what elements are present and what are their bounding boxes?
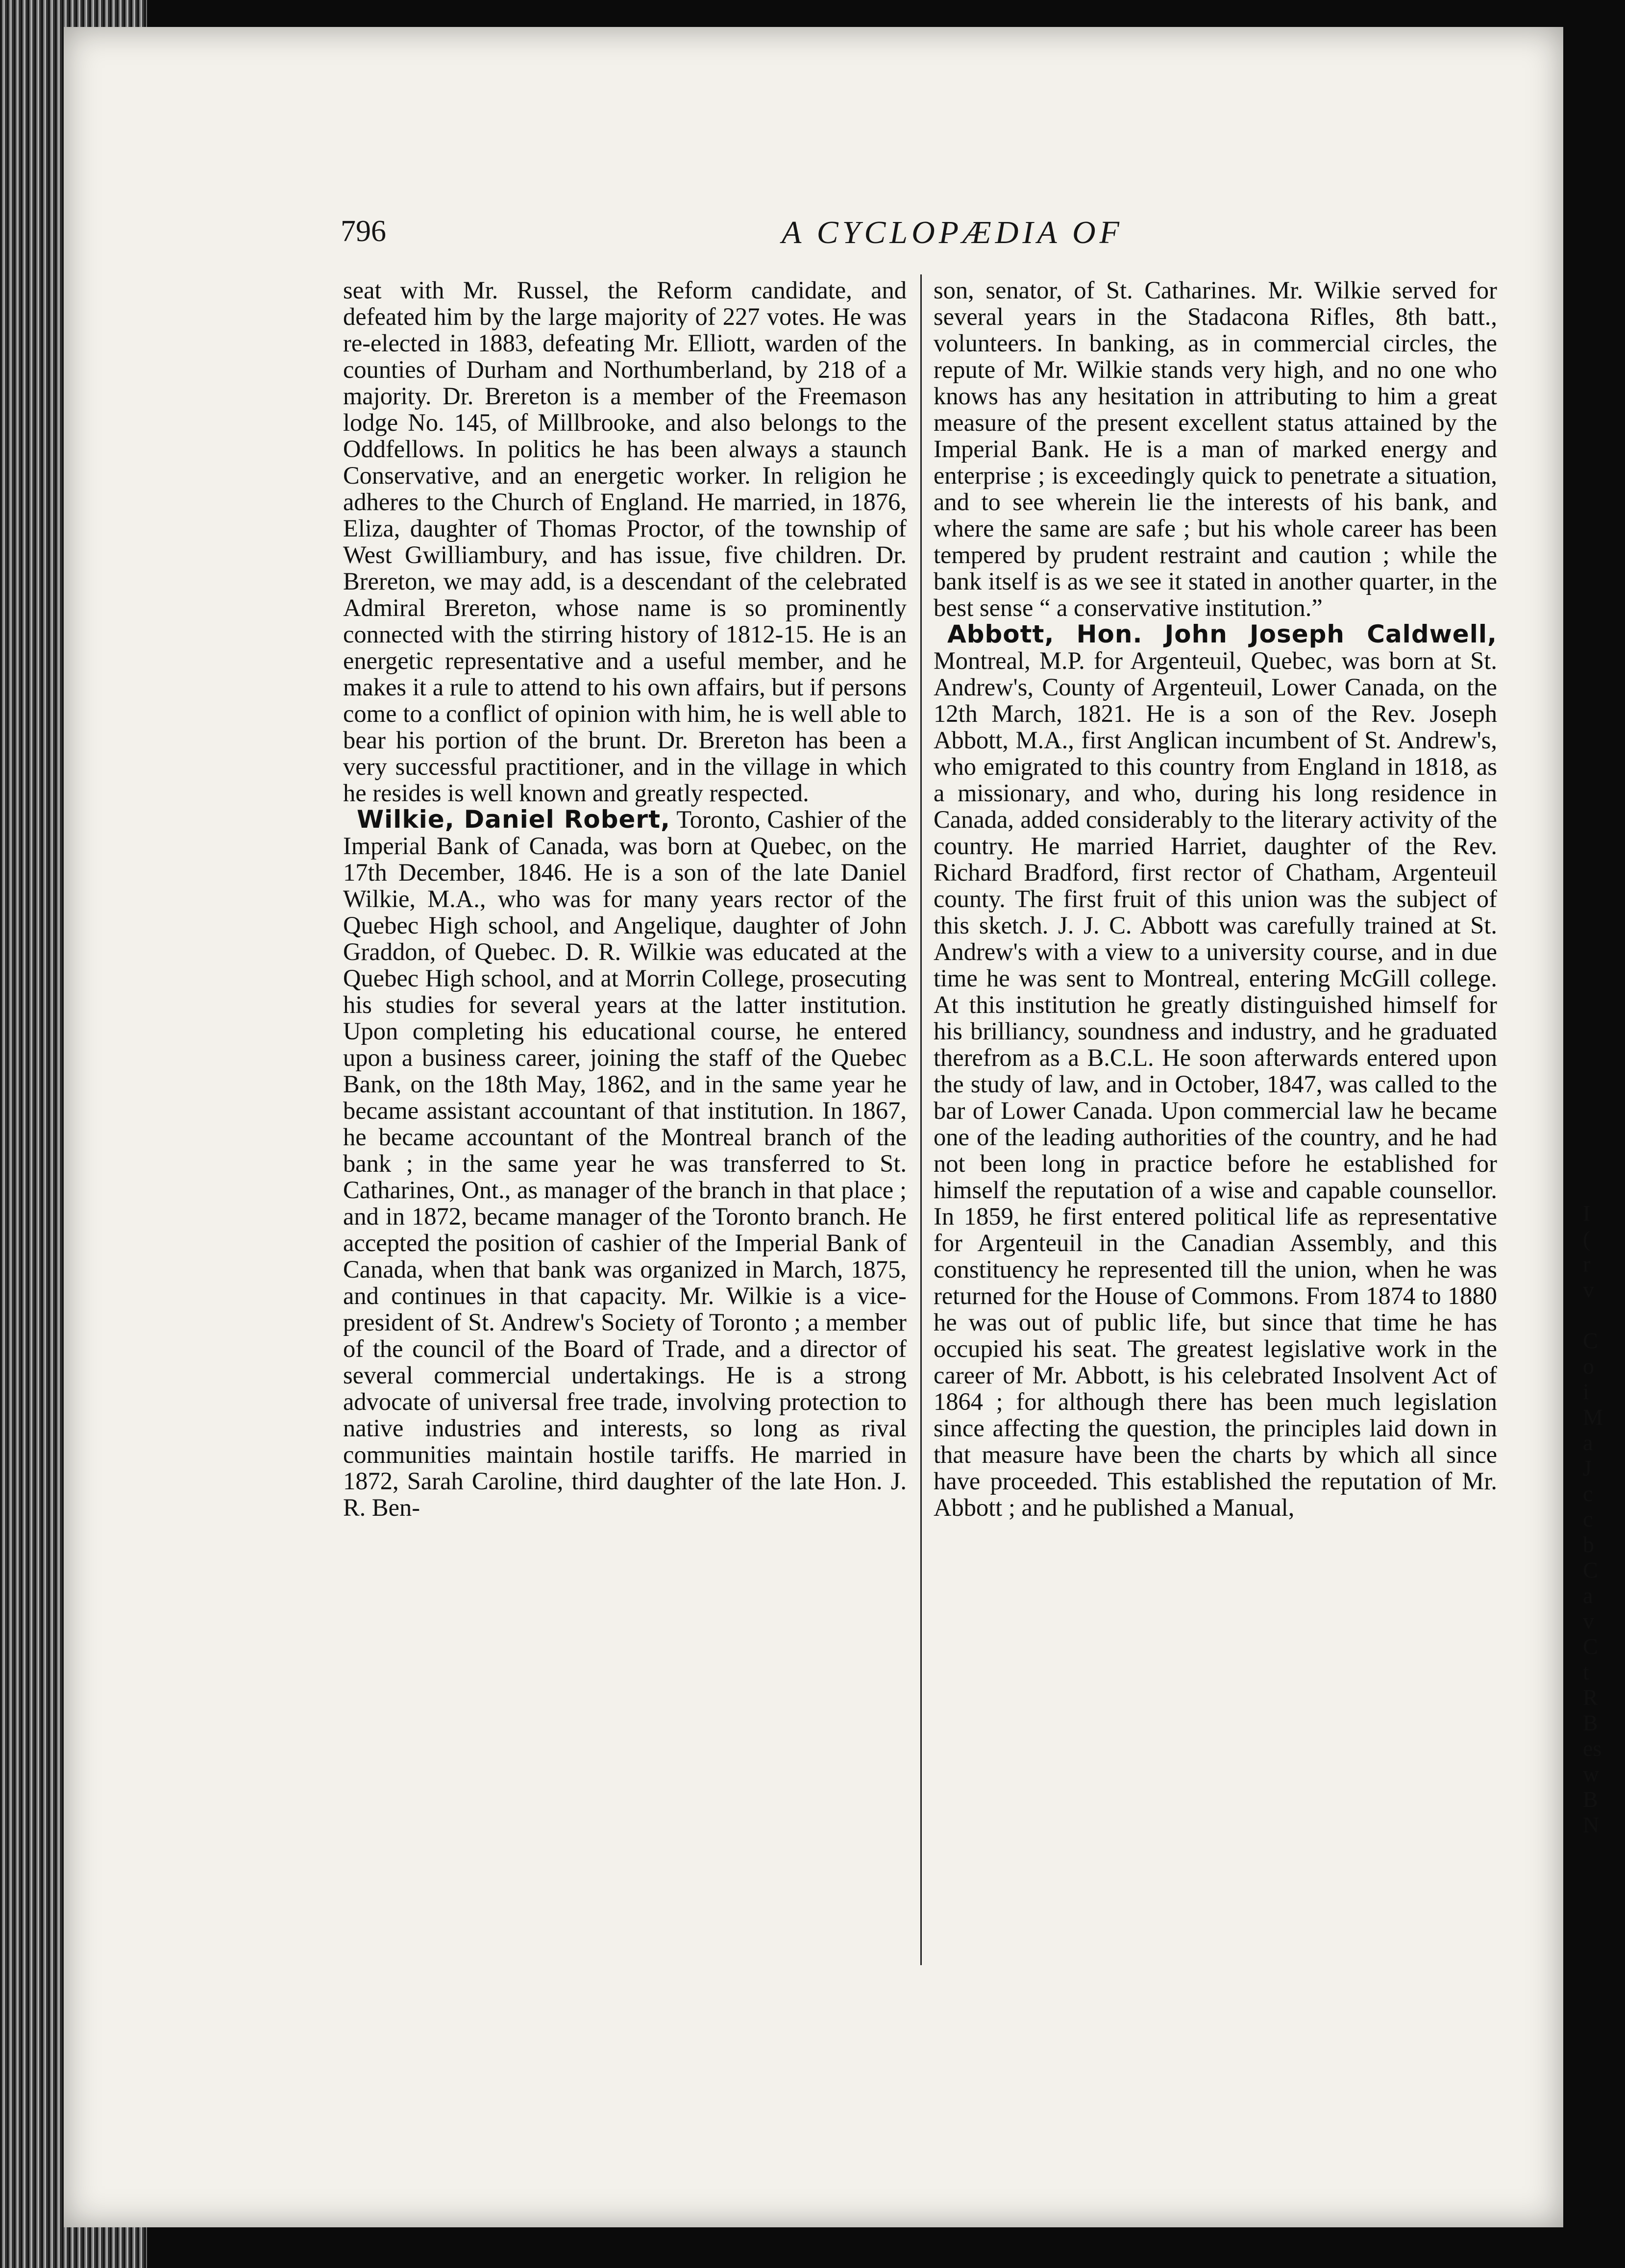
facing-page-fragment: i <box>1583 1379 1589 1404</box>
abbott-entry-text: Montreal, M.P. for Argenteuil, Quebec, was born at St. Andrew's, County of Argenteuil, Lower Canada, on the 12th March, 1821. He is a son of the Rev. Joseph Abbott, M.A., first Anglican incumbent of St. Andrew's, who emigrated to this country from England in 1818, as a missionary, and who, during his long residence in Canada, added considerably to the literary activity of the country. He married Harriet, daughter of the Rev. Richard Bradford, first rector of Chatham, Argenteuil county. The first fruit of this union was the subject of this sketch. J. J. C. Abbott was carefully trained at St. Andrew's with a view to a university course, and in due time he was sent to Montreal, entering McGill college. At this institution he greatly distinguished himself for his brilliancy, soundness and industry, and he graduated therefrom as a B.C.L. He soon afterwards entered upon the study of law, and in October, 1847, was called to the bar of Lower Canada. Upon commercial law he became one of the leading authorities of the country, and he had not been long in practice before he established for himself the reputation of a wise and capable counsellor. In 1859, he first entered political life as representative for Argenteuil in the Canadian Assembly, and this constituency he represented till the union, when he was returned for the House of Commons. From 1874 to 1880 he was out of public life, but since that time he has occupied his seat. The greatest legislative work in the career of Mr. Abbott, is his celebrated Insolvent Act of 1864 ; for although there has been much legislation since affecting the question, the principles laid down in that measure have been the charts by which all since have proceeded. This established the reputation of Mr. Abbott ; and he published a Manual, <box>934 647 1497 1521</box>
facing-page-fragment: ( <box>1583 1226 1591 1251</box>
wilkie-continuation-paragraph: son, senator, of St. Catharines. Mr. Wilkie served for several years in the Stadacona Rifles, 8th batt., volunteers. In banking, as in commercial circles, the repute of Mr. Wilkie stands very high, and no one who knows has any hesitation in attributing to him a great measure of the present excellent status attained by the Imperial Bank. He is a man of marked energy and enterprise ; is exceedingly quick to penetrate a situation, and to see wherein lie the interests of his bank, and where the same are safe ; but his whole career has been tempered by prudent restraint and caution ; while the bank itself is as we see it stated in another quarter, in the best sense “ a conservative institution.” <box>934 276 1497 621</box>
facing-page-fragment: M <box>1583 1405 1603 1430</box>
page-header <box>341 214 1487 258</box>
facing-page-fragment: a <box>1583 1583 1593 1608</box>
facing-page-fragment: B <box>1583 1710 1598 1735</box>
facing-page-fragment: c <box>1583 1481 1593 1506</box>
facing-page-fragment: B <box>1583 1787 1598 1812</box>
facing-page-fragment: v <box>1583 1277 1594 1302</box>
facing-page-fragment: b <box>1583 1532 1594 1557</box>
facing-page-fragment: C <box>1583 1328 1598 1353</box>
page-number: 796 <box>341 215 386 248</box>
facing-page-fragment: a <box>1583 1430 1593 1455</box>
facing-page-fragment: w <box>1583 1761 1600 1786</box>
facing-page-fragment: J <box>1583 1455 1592 1480</box>
brereton-continuation-paragraph: seat with Mr. Russel, the Reform candidate, and defeated him by the large majority of 227 votes. He was re-elected in 1883, defeating Mr. Elliott, warden of the counties of Durham and Northumberland, by 218 of a majority. Dr. Brereton is a member of the Freemason lodge No. 145, of Millbrooke, and also belongs to the Oddfellows. In politics he has been always a staunch Conservative, and an energetic worker. In religion he adheres to the Church of England. He married, in 1876, Eliza, daughter of Thomas Proctor, of the township of West Gwilliambury, and has issue, five children. Dr. Brereton, we may add, is a descendant of the celebrated Admiral Brereton, whose name is so prominently connected with the stirring history of 1812-15. He is an energetic representative and a useful member, and he makes it a rule to attend to his own affairs, but if persons come to a conflict of opinion with him, he is well able to bear his portion of the brunt. Dr. Brereton has been a very successful practitioner, and in the village in which he resides is well known and greatly respected. <box>343 276 907 807</box>
facing-page-fragment: o <box>1583 1354 1594 1379</box>
abbott-entry-heading: Abbott, Hon. John Joseph Caldwell, <box>947 620 1497 648</box>
wilkie-entry-paragraph <box>343 806 907 1521</box>
facing-page-fragment <box>1583 1303 1622 1328</box>
facing-page-fragment: C <box>1583 1634 1598 1659</box>
facing-page-fragment: C <box>1583 1557 1598 1582</box>
left-column <box>343 277 907 1521</box>
wilkie-entry-text: Toronto, Cashier of the Imperial Bank of Canada, was born at Quebec, on the 17th December, 1846. He is a son of the late Daniel Wilkie, M.A., who was for many years rector of the Quebec High school, and Angelique, daughter of John Graddon, of Quebec. D. R. Wilkie was educated at the Quebec High school, and at Morrin College, prosecuting his studies for several years at the latter institution. Upon completing his educational course, he entered upon a business career, joining the staff of the Quebec Bank, on the 18th May, 1862, and in the same year he became assistant accountant of that institution. In 1867, he became accountant of the Montreal branch of the bank ; in the same year he was transferred to St. Catharines, Ont., as manager of the branch in that place ; and in 1872, became manager of the Toronto branch. He accepted the position of cashier of the Imperial Bank of Canada, when that bank was organized in March, 1875, and continues in that capacity. Mr. Wilkie is a vice-president of St. Andrew's Society of Toronto ; a member of the council of the Board of Trade, and a director of several commercial undertakings. He is a strong advocate of universal free trade, involving protection to native industries and interests, so long as rival communities maintain hostile tariffs. He married in 1872, Sarah Caroline, third daughter of the late Hon. J. R. Ben- <box>343 806 907 1521</box>
facing-page-fragment: v <box>1583 1608 1594 1633</box>
abbott-entry-paragraph <box>934 621 1497 1521</box>
facing-page-fragment: I <box>1583 1201 1591 1226</box>
facing-page-fragments <box>1583 1201 1622 1838</box>
facing-page-fragment: R <box>1583 1685 1598 1710</box>
facing-page-fragment: es <box>1583 1736 1602 1761</box>
facing-page-fragment: r <box>1583 1252 1591 1277</box>
column-divider <box>920 274 922 1965</box>
facing-page-fragment: N <box>1583 1812 1600 1837</box>
wilkie-entry-heading: Wilkie, Daniel Robert, <box>357 805 670 834</box>
facing-page-fragment: c <box>1583 1506 1593 1531</box>
running-title: A CYCLOPÆDIA OF <box>782 215 1123 250</box>
right-column <box>934 277 1497 1521</box>
facing-page-fragment: t <box>1583 1659 1589 1684</box>
